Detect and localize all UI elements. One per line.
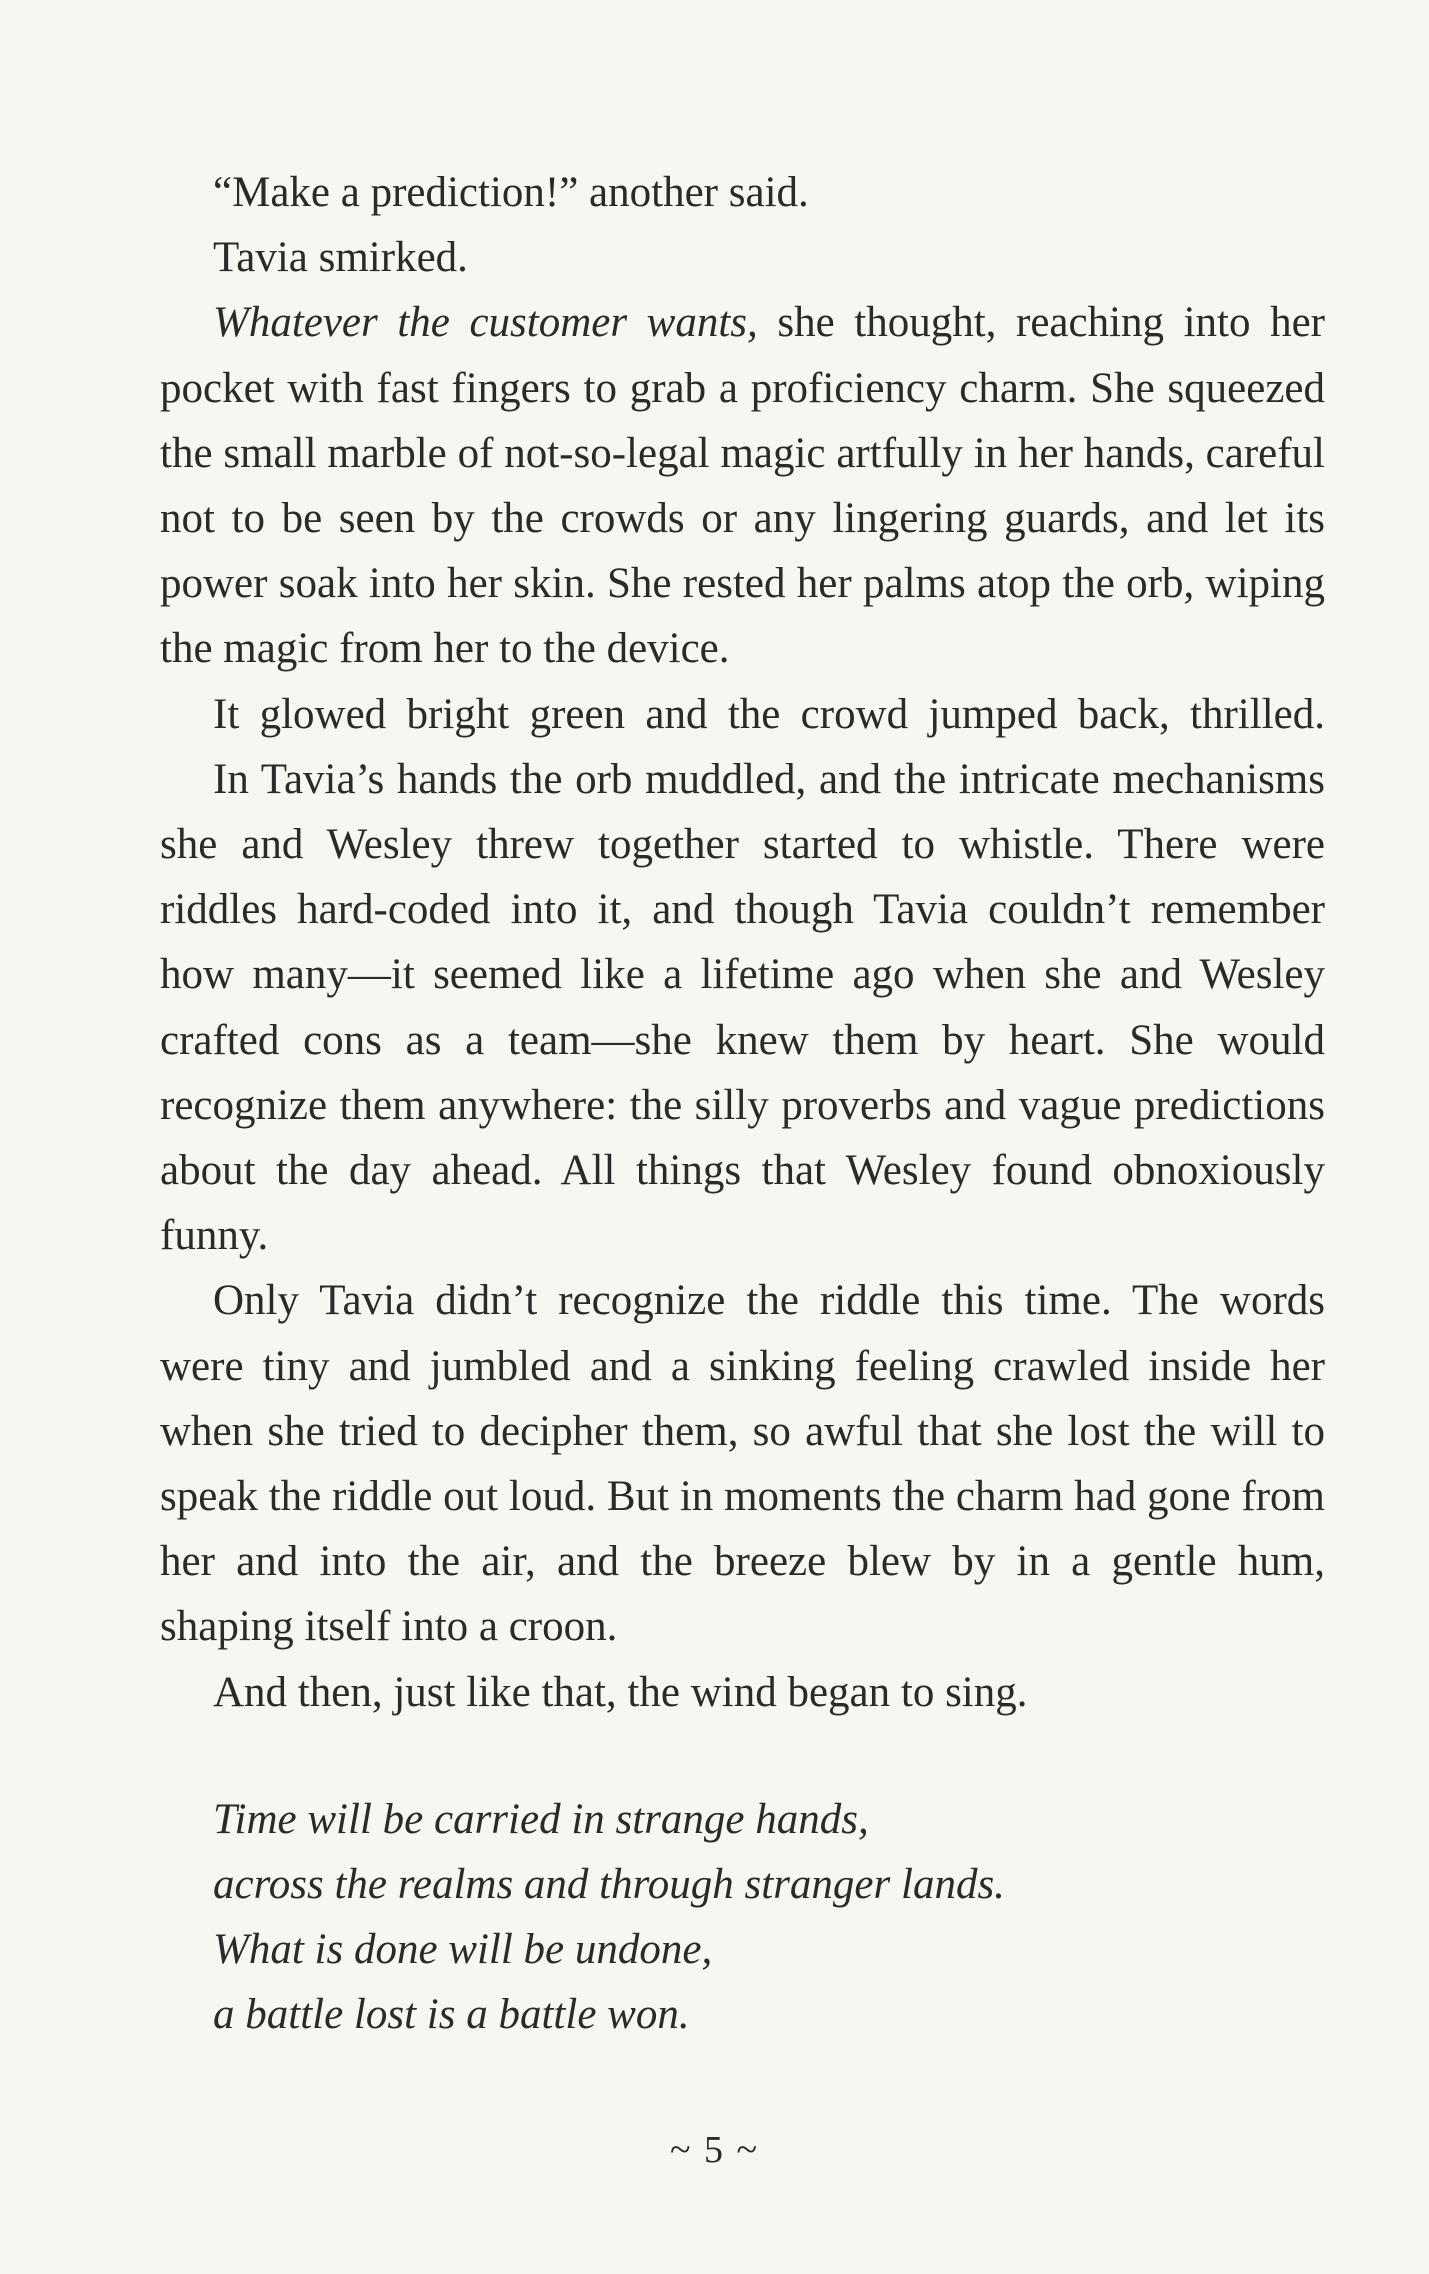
paragraph-4: It glowed bright green and the crowd jumped back, thrilled. [213, 690, 1325, 738]
page-body [160, 160, 1325, 2047]
paragraph-3-italic-lead: Whatever the customer wants, [213, 299, 758, 347]
poem-line-2: across the realms and through stranger lands. [213, 1860, 1005, 1908]
paragraph-7: And then, just like that, the wind began to sing. [213, 1668, 1028, 1716]
poem-stanza [160, 1787, 1325, 2047]
paragraph-1: “Make a prediction!” another said. [213, 169, 809, 216]
paragraph-3-text: she thought, reaching into her pocket with fast fingers to grab a proficiency charm. She squeezed the small marble of not-so-legal magic artfully in her hands, careful not to be seen by the crowds or any lingering guards, and let its power soak into her skin. She rested her palms atop the orb, wiping the magic from her to the device. [160, 299, 1325, 673]
page-number: ~ 5 ~ [669, 2129, 760, 2171]
poem-line-3: What is done will be undone, [213, 1925, 713, 1973]
poem-line-4: a battle lost is a battle won. [213, 1990, 690, 2038]
paragraph-5: In Tavia’s hands the orb muddled, and the intricate mechanisms she and Wesley threw together started to whistle. There were riddles hard-coded into it, and though Tavia couldn’t remember how many—it seemed like a lifetime ago when she and Wesley crafted cons as a team—she knew them by heart. She would recognize them anywhere: the silly proverbs and vague predictions about the day ahead. All things that Wesley found obnoxiously funny. [160, 755, 1325, 1260]
paragraph-3 [160, 290, 1325, 681]
poem-line-1: Time will be carried in strange hands, [213, 1795, 869, 1843]
paragraph-2: Tavia smirked. [213, 234, 468, 282]
paragraph-6: Only Tavia didn’t recognize the riddle this time. The words were tiny and jumbled and a sinking feeling crawled inside her when she tried to decipher them, so awful that she lost the will to speak the riddle out loud. But in moments the charm had gone from her and into the air, and the breeze blew by in a gentle hum, shaping itself into a croon. [160, 1277, 1325, 1651]
